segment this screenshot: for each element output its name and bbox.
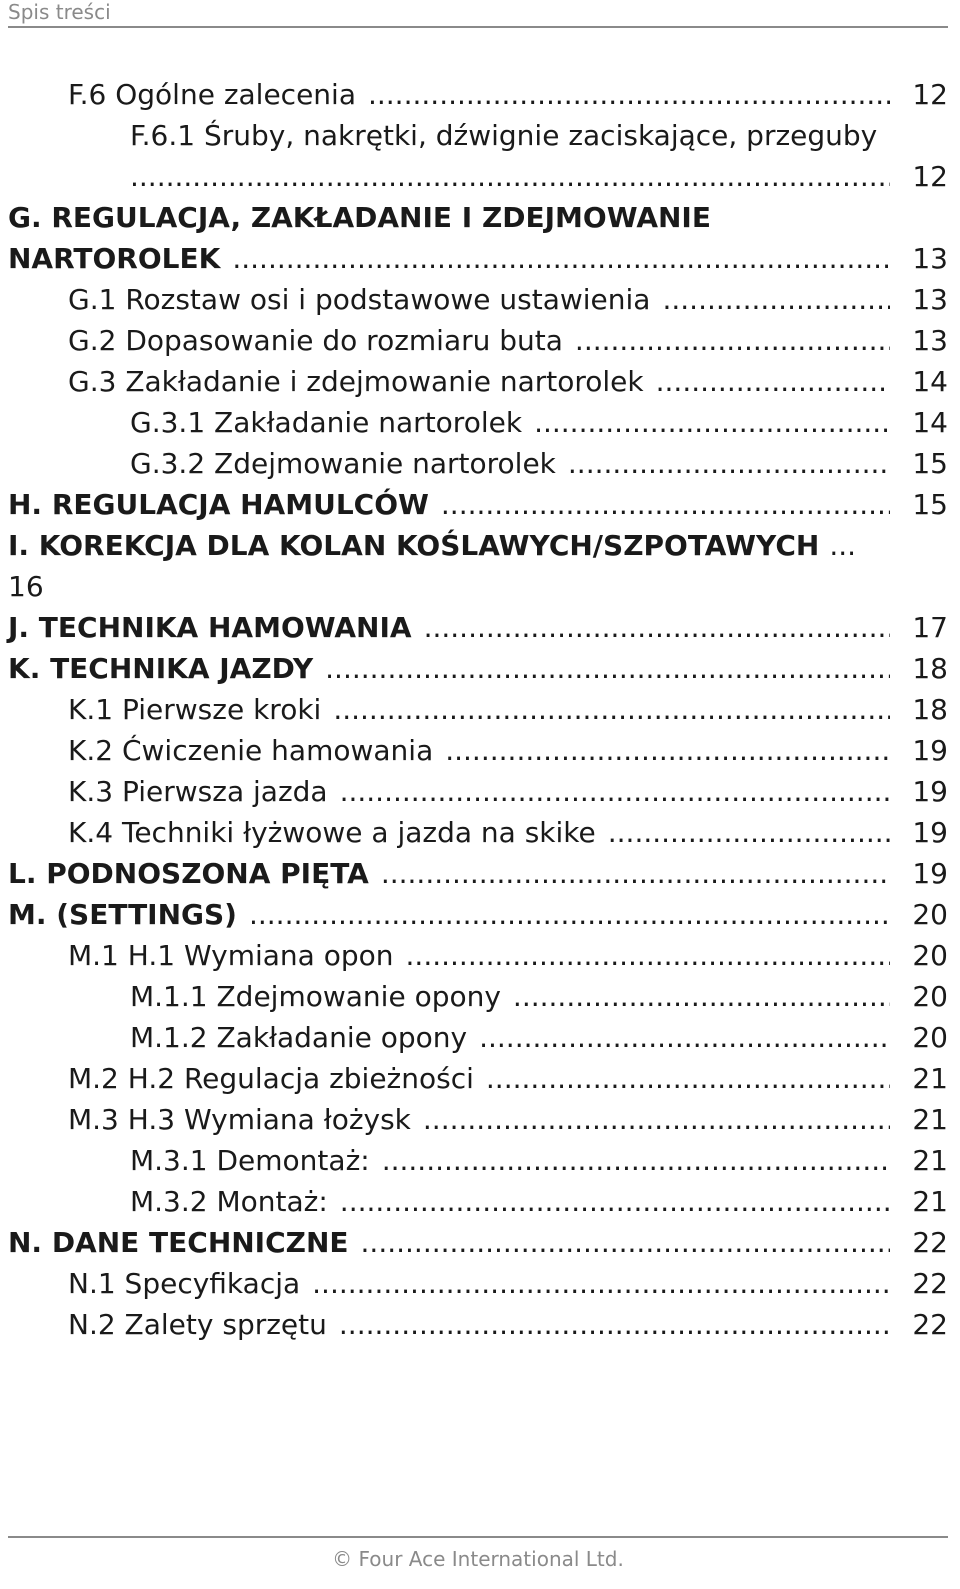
toc-leader-dots xyxy=(568,443,890,484)
toc-entry-label: K.1 Pierwsze kroki xyxy=(68,693,322,726)
toc-leader-dots xyxy=(441,484,890,525)
toc-leader-dots: ... xyxy=(829,529,857,562)
toc-leader-dots xyxy=(424,607,890,648)
toc-entry-page: 19 xyxy=(912,816,948,849)
toc-entry-h[interactable] xyxy=(8,484,948,525)
toc-entry-label: F.6 Ogólne zalecenia xyxy=(68,78,356,111)
toc-leader-dots xyxy=(249,894,890,935)
toc-entry-n1[interactable] xyxy=(8,1263,948,1304)
toc-entry-m2[interactable] xyxy=(8,1058,948,1099)
toc-entry-label: F.6.1 Śruby, nakrętki, dźwignie zaciskające, przeguby xyxy=(130,119,878,152)
toc-entry-page: 13 xyxy=(912,283,948,316)
toc-entry-n2[interactable] xyxy=(8,1304,948,1345)
toc-entry-label: M.1.1 Zdejmowanie opony xyxy=(130,980,501,1013)
toc-entry-label: H. REGULACJA HAMULCÓW xyxy=(8,488,429,521)
toc-entry-g3-1[interactable] xyxy=(8,402,948,443)
toc-entry-page: 22 xyxy=(912,1226,948,1259)
toc-entry-page: 21 xyxy=(912,1103,948,1136)
toc-entry-m3-2[interactable] xyxy=(8,1181,948,1222)
toc-entry-page: 13 xyxy=(912,242,948,275)
toc-leader-dots xyxy=(382,1140,890,1181)
toc-entry-m1-2[interactable] xyxy=(8,1017,948,1058)
toc-entry-j[interactable] xyxy=(8,607,948,648)
toc-entry-label: N.1 Specyfikacja xyxy=(68,1267,301,1300)
toc-leader-dots xyxy=(325,648,890,689)
toc-entry-label: M.3 H.3 Wymiana łożysk xyxy=(68,1103,411,1136)
toc-entry-m1-1[interactable] xyxy=(8,976,948,1017)
toc-leader-dots xyxy=(339,1304,890,1345)
toc-entry-page: 15 xyxy=(912,488,948,521)
toc-leader-dots xyxy=(312,1263,890,1304)
toc-entry-g3-2[interactable] xyxy=(8,443,948,484)
toc-leader-dots xyxy=(608,812,890,853)
toc-entry-page: 21 xyxy=(912,1144,948,1177)
toc-entry-label: K.2 Ćwiczenie hamowania xyxy=(68,734,434,767)
toc-entry-m1[interactable] xyxy=(8,935,948,976)
toc-entry-page: 12 xyxy=(912,78,948,111)
table-of-contents xyxy=(8,74,948,1345)
toc-leader-dots xyxy=(575,320,890,361)
toc-entry-label-continuation: NARTOROLEK xyxy=(8,242,221,275)
page-footer xyxy=(8,1536,948,1589)
toc-entry-label: G.3 Zakładanie i zdejmowanie nartorolek xyxy=(68,365,644,398)
toc-entry-label: G.2 Dopasowanie do rozmiaru buta xyxy=(68,324,563,357)
toc-entry-page: 22 xyxy=(912,1267,948,1300)
toc-leader-dots xyxy=(479,1017,890,1058)
toc-entry-label: K.4 Techniki łyżwowe a jazda na skike xyxy=(68,816,596,849)
toc-entry-label: G. REGULACJA, ZAKŁADANIE I ZDEJMOWANIE xyxy=(8,201,711,234)
toc-entry-page: 19 xyxy=(912,857,948,890)
toc-entry-label: G.3.2 Zdejmowanie nartorolek xyxy=(130,447,556,480)
toc-entry-page: 14 xyxy=(912,365,948,398)
toc-entry-page: 21 xyxy=(912,1185,948,1218)
toc-leader-dots xyxy=(656,361,890,402)
toc-entry-page: 21 xyxy=(912,1062,948,1095)
toc-leader-dots xyxy=(333,689,890,730)
toc-entry-g3[interactable] xyxy=(8,361,948,402)
toc-entry-i[interactable] xyxy=(8,525,948,607)
toc-leader-dots xyxy=(340,1181,890,1222)
toc-leader-dots xyxy=(486,1058,890,1099)
toc-leader-dots xyxy=(534,402,890,443)
toc-leader-dots xyxy=(423,1099,890,1140)
toc-entry-k4[interactable] xyxy=(8,812,948,853)
toc-entry-l[interactable] xyxy=(8,853,948,894)
toc-entry-page: 20 xyxy=(912,898,948,931)
toc-entry-g[interactable] xyxy=(8,197,948,279)
page-header-title: Spis treści xyxy=(8,0,111,24)
toc-entry-label: K.3 Pierwsza jazda xyxy=(68,775,328,808)
page-header xyxy=(8,0,948,28)
toc-entry-label: M.2 H.2 Regulacja zbieżności xyxy=(68,1062,474,1095)
toc-entry-page: 22 xyxy=(912,1308,948,1341)
toc-entry-label: K. TECHNIKA JAZDY xyxy=(8,652,314,685)
toc-entry-label: M.1.2 Zakładanie opony xyxy=(130,1021,468,1054)
toc-entry-page: 18 xyxy=(912,693,948,726)
toc-entry-page: 20 xyxy=(912,980,948,1013)
toc-entry-page: 17 xyxy=(912,611,948,644)
toc-entry-page: 20 xyxy=(912,1021,948,1054)
toc-entry-g1[interactable] xyxy=(8,279,948,320)
toc-entry-g2[interactable] xyxy=(8,320,948,361)
toc-leader-dots xyxy=(232,238,890,279)
toc-entry-label: N.2 Zalety sprzętu xyxy=(68,1308,327,1341)
toc-entry-page: 15 xyxy=(912,447,948,480)
toc-entry-f6-1[interactable] xyxy=(8,115,948,197)
toc-leader-dots xyxy=(340,771,890,812)
toc-entry-label: M.3.1 Demontaż: xyxy=(130,1144,370,1177)
toc-leader-dots xyxy=(381,853,890,894)
toc-entry-n[interactable] xyxy=(8,1222,948,1263)
toc-entry-m3[interactable] xyxy=(8,1099,948,1140)
toc-entry-k2[interactable] xyxy=(8,730,948,771)
toc-entry-page: 12 xyxy=(912,160,948,193)
footer-copyright: © Four Ace International Ltd. xyxy=(332,1547,624,1571)
toc-entry-m3-1[interactable] xyxy=(8,1140,948,1181)
toc-entry-m[interactable] xyxy=(8,894,948,935)
toc-entry-page: 13 xyxy=(912,324,948,357)
toc-entry-page: 16 xyxy=(8,570,44,603)
toc-entry-page: 19 xyxy=(912,775,948,808)
toc-entry-label: N. DANE TECHNICZNE xyxy=(8,1226,349,1259)
toc-entry-k3[interactable] xyxy=(8,771,948,812)
toc-entry-label: M.3.2 Montaż: xyxy=(130,1185,328,1218)
toc-leader-dots xyxy=(445,730,890,771)
toc-entry-label: G.3.1 Zakładanie nartorolek xyxy=(130,406,523,439)
toc-entry-page: 18 xyxy=(912,652,948,685)
toc-entry-page: 20 xyxy=(912,939,948,972)
toc-leader-dots xyxy=(513,976,890,1017)
toc-leader-dots xyxy=(662,279,890,320)
toc-leader-dots xyxy=(406,935,890,976)
toc-entry-label: L. PODNOSZONA PIĘTA xyxy=(8,857,369,890)
toc-leader-dots xyxy=(368,74,890,115)
toc-entry-label: G.1 Rozstaw osi i podstawowe ustawienia xyxy=(68,283,651,316)
toc-entry-label: M.1 H.1 Wymiana opon xyxy=(68,939,394,972)
toc-leader-dots xyxy=(130,156,890,197)
toc-entry-k[interactable] xyxy=(8,648,948,689)
toc-entry-label: M. (SETTINGS) xyxy=(8,898,237,931)
toc-entry-label: I. KOREKCJA DLA KOLAN KOŚLAWYCH/SZPOTAWYCH xyxy=(8,529,820,562)
toc-leader-dots xyxy=(361,1222,890,1263)
toc-entry-page: 19 xyxy=(912,734,948,767)
toc-entry-page: 14 xyxy=(912,406,948,439)
toc-entry-f6[interactable] xyxy=(8,74,948,115)
toc-entry-label: J. TECHNIKA HAMOWANIA xyxy=(8,611,412,644)
toc-entry-k1[interactable] xyxy=(8,689,948,730)
